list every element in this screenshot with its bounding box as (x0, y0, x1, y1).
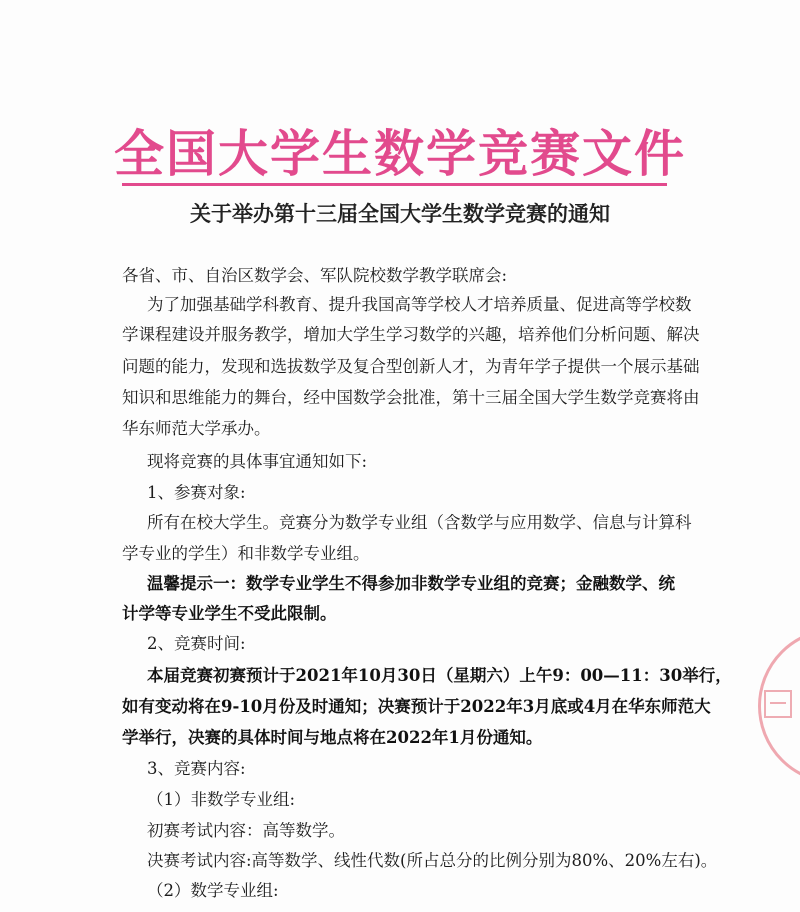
section1-line: 学专业的学生）和非数学专业组。 (122, 544, 370, 563)
salutation: 各省、市、自治区数学会、军队院校数学教学联席会: (122, 266, 508, 285)
notice-title: 关于举办第十三届全国大学生数学竞赛的通知 (190, 202, 610, 226)
notice-intro: 现将竞赛的具体事宜通知如下: (147, 452, 368, 471)
section2-heading: 2、竞赛时间: (147, 634, 246, 653)
intro-line: 知识和思维能力的舞台，经中国数学会批准，第十三届全国大学生数学竞赛将由 (122, 388, 700, 407)
intro-line: 问题的能力，发现和选拔数学及复合型创新人才，为青年学子提供一个展示基础 (122, 357, 700, 376)
section2-line: 如有变动将在9-10月份及时通知；决赛预计于2022年3月底或4月在华东师范大 (122, 697, 711, 716)
document-header (0, 122, 800, 186)
intro-line: 华东师范大学承办。 (122, 419, 271, 438)
intro-line: 学课程建设并服务教学，增加大学生学习数学的兴趣，培养他们分析问题、解决 (122, 325, 700, 344)
sub2-heading: （2）数学专业组: (147, 881, 279, 900)
sub1-prelim: 初赛考试内容：高等数学。 (147, 821, 345, 840)
seal-character-mark (764, 690, 792, 718)
section1-line: 所有在校大学生。竞赛分为数学专业组（含数学与应用数学、信息与计算科 (147, 513, 692, 532)
sub1-heading: （1）非数学专业组: (147, 790, 296, 809)
section3-heading: 3、竞赛内容: (147, 759, 246, 778)
header-rule (122, 183, 667, 186)
section2-line: 本届竞赛初赛预计于2021年10月30日（星期六）上午9：00—11：30举行， (147, 666, 732, 685)
tip-line: 温馨提示一：数学专业学生不得参加非数学专业组的竞赛；金融数学、统 (147, 574, 675, 593)
section1-heading: 1、参赛对象: (147, 483, 246, 502)
intro-line: 为了加强基础学科教育、提升我国高等学校人才培养质量、促进高等学校数 (147, 295, 692, 314)
org-header-title: 全国大学生数学竞赛文件 (114, 125, 686, 183)
section2-line: 学举行，决赛的具体时间与地点将在2022年1月份通知。 (122, 728, 543, 747)
tip-line: 计学等专业学生不受此限制。 (122, 604, 337, 623)
sub1-final: 决赛考试内容:高等数学、线性代数(所占总分的比例分别为80%、20%左右)。 (147, 851, 718, 870)
